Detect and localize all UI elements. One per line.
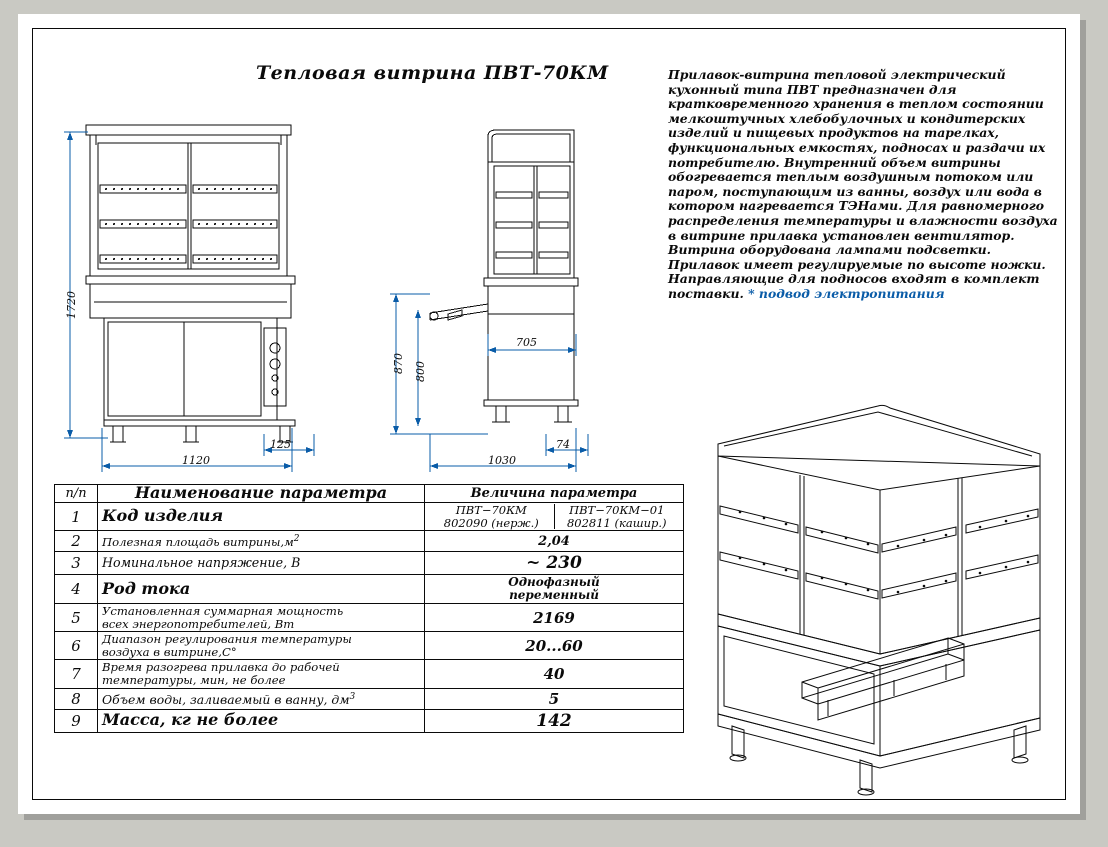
row-num: 1 [55, 503, 98, 531]
code-variant-2-name: ПВТ−70КМ−01 [569, 503, 665, 517]
table-row [55, 531, 684, 552]
header-value: Величина параметра [425, 485, 684, 503]
page-title: Тепловая витрина ПВТ-70КМ [256, 62, 609, 84]
side-depth-label: 1030 [488, 454, 516, 467]
side-total-height-label: 870 [392, 353, 405, 374]
row-value-line1: Однофазный [508, 575, 600, 589]
row-name-text: Объем воды, заливаемый в ванну, дм [102, 691, 350, 707]
row-name [98, 604, 425, 632]
table-row [55, 604, 684, 632]
description-note: * подвод электропитания [748, 285, 945, 301]
row-num: 4 [55, 575, 98, 604]
row-num: 6 [55, 632, 98, 660]
row-num: 9 [55, 709, 98, 732]
code-variant-2 [555, 504, 680, 529]
row-name-line2: температуры, мин, не более [102, 672, 286, 687]
table-row [55, 552, 684, 575]
row-name-text: Полезная площадь витрины,м [102, 535, 294, 550]
header-num: п/п [55, 485, 98, 503]
drawing-sheet [18, 14, 1080, 814]
row-value: 20...60 [425, 632, 684, 660]
row-name: Номинальное напряжение, В [98, 552, 425, 575]
row-value [425, 575, 684, 604]
table-row [55, 632, 684, 660]
row-num: 2 [55, 531, 98, 552]
row-name-line2: воздуха в витрине,С° [102, 644, 237, 659]
row-value-line2: переменный [509, 588, 599, 602]
front-width-label: 1120 [182, 454, 210, 467]
row-name [98, 531, 425, 552]
row-value: 40 [425, 660, 684, 688]
row-name-line1: Установленная суммарная мощность [102, 604, 344, 618]
row-value: ~ 230 [425, 552, 684, 575]
row-value: 2169 [425, 604, 684, 632]
row-name-sup: 3 [349, 691, 356, 702]
row-num: 7 [55, 660, 98, 688]
row-name: Масса, кг не более [98, 709, 425, 732]
row-name: Род тока [98, 575, 425, 604]
row-name-line1: Время разогрева прилавка до рабочей [102, 660, 340, 675]
row-value: 142 [425, 709, 684, 732]
side-body-height-label: 800 [414, 361, 427, 382]
table-row [55, 709, 684, 732]
table-header-row [55, 485, 684, 503]
row-num: 8 [55, 688, 98, 709]
row-value: 2,04 [425, 531, 684, 552]
table-row [55, 503, 684, 531]
code-variant-1 [429, 504, 555, 529]
row-value [425, 503, 684, 531]
row-num: 3 [55, 552, 98, 575]
table-row [55, 575, 684, 604]
row-name [98, 632, 425, 660]
table-row [55, 660, 684, 688]
front-foot-offset-label: 125 [270, 438, 291, 451]
row-name-line2: всех энергопотребителей, Вт [102, 616, 295, 631]
row-name-line1: Диапазон регулирования температуры [102, 632, 352, 647]
code-variant-2-code: 802811 (кашир.) [566, 515, 667, 530]
row-num: 5 [55, 604, 98, 632]
row-name-sup: 2 [293, 534, 300, 545]
front-height-label: 1720 [65, 291, 78, 319]
side-top-depth-label: 705 [516, 336, 537, 349]
code-variant-1-code: 802090 (нерж.) [443, 515, 539, 530]
row-name [98, 688, 425, 709]
row-value: 5 [425, 688, 684, 709]
header-name: Наименование параметра [98, 485, 425, 503]
row-name [98, 660, 425, 688]
row-name: Код изделия [98, 503, 425, 531]
table-row [55, 688, 684, 709]
code-variant-1-name: ПВТ−70КМ [455, 503, 527, 517]
side-foot-offset-label: 74 [556, 438, 570, 451]
parameters-table [54, 484, 684, 733]
description-body: Прилавок-витрина тепловой электрический кухонный типа ПВТ предназначен для кратковременного хранения в теплом состоянии мелкоштучных хлебобулочных и кондитерских изделий и пищевых продуктов на тарелках, функциональных емкостях, подносах и раздачи их потребителю. Внутренний объем витрины обогревается теплым воздушным потоком или паром, поступающим из ванны, воздух или вода в котором нагревается ТЭНами. Для равномерного распределения температуры и влажности воздуха в витрине прилавка установлен вентилятор. Витрина оборудована лампами подсветки. Прилавок имеет регулируемые по высоте ножки. Направляющие для подносов входят в комплект поставки. [668, 67, 1058, 301]
